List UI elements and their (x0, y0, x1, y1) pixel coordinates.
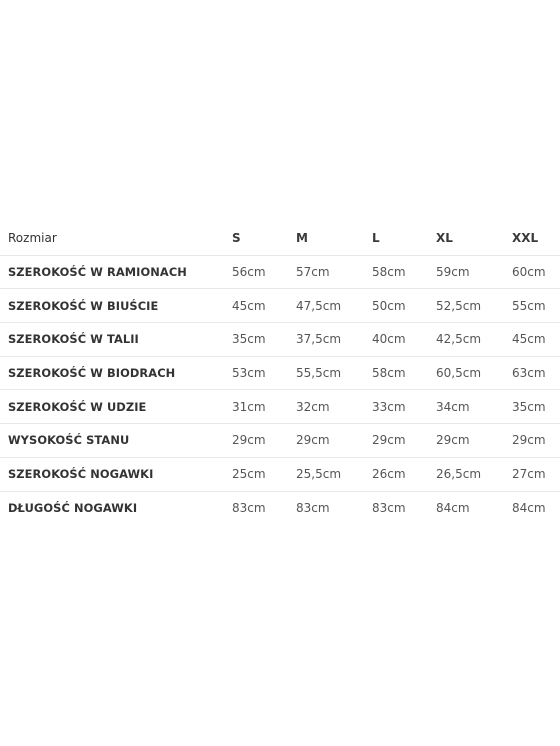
table-cell: 32cm (296, 390, 372, 424)
table-cell: 34cm (436, 390, 512, 424)
table-cell: 25,5cm (296, 457, 372, 491)
table-cell: 55cm (512, 289, 560, 323)
table-row (0, 390, 560, 424)
table-cell: 84cm (512, 491, 560, 524)
table-cell: 33cm (372, 390, 436, 424)
table-cell: 31cm (232, 390, 296, 424)
table-cell: 35cm (232, 323, 296, 357)
row-label: SZEROKOŚĆ W BIUŚCIE (0, 289, 232, 323)
table-cell: 40cm (372, 323, 436, 357)
row-label: DŁUGOŚĆ NOGAWKI (0, 491, 232, 524)
table-cell: 37,5cm (296, 323, 372, 357)
table-cell: 45cm (512, 323, 560, 357)
row-label: SZEROKOŚĆ W TALII (0, 323, 232, 357)
table-cell: 25cm (232, 457, 296, 491)
row-label: SZEROKOŚĆ W RAMIONACH (0, 255, 232, 289)
table-row (0, 424, 560, 458)
header-size-s: S (232, 231, 241, 246)
table-cell: 57cm (296, 255, 372, 289)
table-cell: 35cm (512, 390, 560, 424)
table-cell: 83cm (232, 491, 296, 524)
size-chart-body (0, 255, 560, 524)
table-cell: 60,5cm (436, 356, 512, 390)
table-cell: 63cm (512, 356, 560, 390)
table-cell: 58cm (372, 356, 436, 390)
row-label: SZEROKOŚĆ W BIODRACH (0, 356, 232, 390)
table-cell: 56cm (232, 255, 296, 289)
table-cell: 53cm (232, 356, 296, 390)
table-cell: 29cm (232, 424, 296, 458)
header-size-l: L (372, 231, 380, 246)
row-label: SZEROKOŚĆ W UDZIE (0, 390, 232, 424)
table-cell: 83cm (372, 491, 436, 524)
table-row (0, 255, 560, 289)
table-cell: 50cm (372, 289, 436, 323)
table-cell: 84cm (436, 491, 512, 524)
size-chart-table (0, 222, 560, 524)
table-row (0, 323, 560, 357)
table-cell: 47,5cm (296, 289, 372, 323)
table-cell: 83cm (296, 491, 372, 524)
row-label: SZEROKOŚĆ NOGAWKI (0, 457, 232, 491)
table-row (0, 457, 560, 491)
table-cell: 45cm (232, 289, 296, 323)
size-chart-header (0, 222, 560, 255)
table-cell: 26cm (372, 457, 436, 491)
table-cell: 42,5cm (436, 323, 512, 357)
table-cell: 29cm (372, 424, 436, 458)
header-size-m: M (296, 231, 308, 246)
header-label: Rozmiar (8, 231, 57, 246)
table-row (0, 491, 560, 524)
table-row (0, 356, 560, 390)
table-row (0, 289, 560, 323)
table-cell: 29cm (296, 424, 372, 458)
table-cell: 58cm (372, 255, 436, 289)
header-row (0, 222, 560, 255)
table-cell: 26,5cm (436, 457, 512, 491)
table-cell: 55,5cm (296, 356, 372, 390)
header-size-xl: XL (436, 231, 453, 246)
table-cell: 27cm (512, 457, 560, 491)
header-size-xxl: XXL (512, 231, 539, 246)
table-cell: 29cm (436, 424, 512, 458)
row-label: WYSOKOŚĆ STANU (0, 424, 232, 458)
table-cell: 29cm (512, 424, 560, 458)
table-cell: 59cm (436, 255, 512, 289)
table-cell: 60cm (512, 255, 560, 289)
table-cell: 52,5cm (436, 289, 512, 323)
